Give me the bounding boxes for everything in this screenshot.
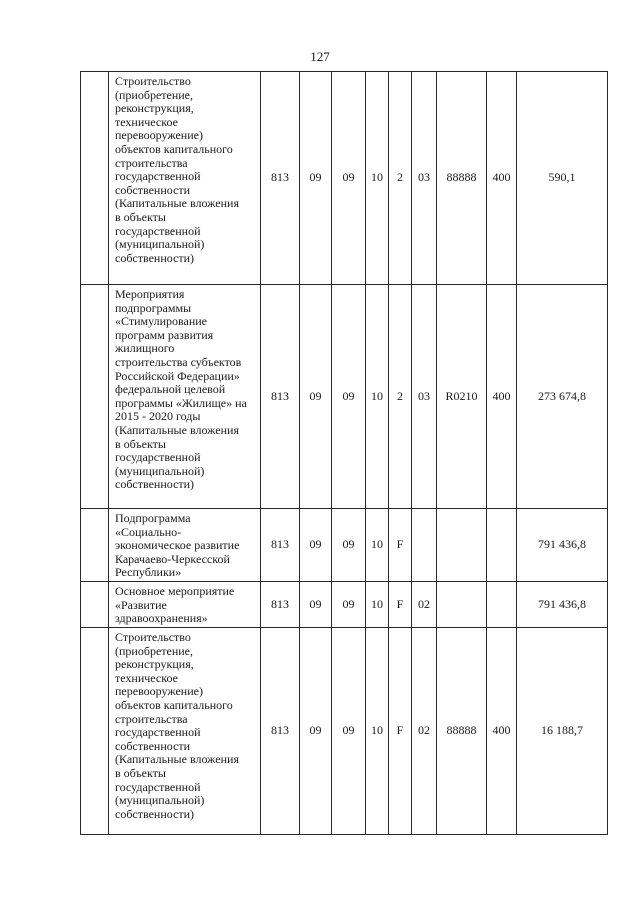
program-code-cell: 10 (366, 285, 389, 509)
expense-name-text: Подпрограмма «Социально- экономическое развитие Карачаево-Черкесской Республики» (115, 511, 240, 580)
expense-type-cell: 400 (487, 628, 517, 835)
event-code-cell: 02 (412, 582, 437, 628)
ministry-code-cell: 813 (261, 285, 300, 509)
expense-name-cell (109, 628, 261, 835)
expense-name-cell (109, 72, 261, 285)
expense-type-cell (487, 509, 517, 582)
direction-code-cell (437, 509, 487, 582)
sum-cell: 273 674,8 (517, 285, 608, 509)
budget-table (80, 71, 608, 835)
ministry-code-cell: 813 (261, 582, 300, 628)
ministry-code-cell: 813 (261, 72, 300, 285)
event-code-cell: 02 (412, 628, 437, 835)
expense-type-cell: 400 (487, 285, 517, 509)
page-number: 127 (310, 49, 330, 64)
direction-code-cell: 88888 (437, 72, 487, 285)
subsection-code-cell: 09 (332, 285, 366, 509)
subsection-code-cell: 09 (332, 509, 366, 582)
event-code-cell: 03 (412, 72, 437, 285)
row-margin-cell (81, 582, 109, 628)
expense-type-cell: 400 (487, 72, 517, 285)
sum-cell: 590,1 (517, 72, 608, 285)
section-code-cell: 09 (300, 582, 332, 628)
expense-name-text: Строительство (приобретение, реконструкция, техническое перевооружение) объектов капитального строительства государственной собственности (Капитальные вложения в объекты государственной (муниципальной) собственности) (115, 630, 239, 821)
expense-name-cell (109, 509, 261, 582)
program-code-cell: 10 (366, 582, 389, 628)
program-code-cell: 10 (366, 72, 389, 285)
section-code-cell: 09 (300, 628, 332, 835)
subprogram-code-cell: 2 (389, 285, 412, 509)
direction-code-cell (437, 582, 487, 628)
table-row (81, 582, 608, 628)
section-code-cell: 09 (300, 72, 332, 285)
subprogram-code-cell: F (389, 582, 412, 628)
section-code-cell: 09 (300, 509, 332, 582)
subprogram-code-cell: 2 (389, 72, 412, 285)
program-code-cell: 10 (366, 509, 389, 582)
event-code-cell: 03 (412, 285, 437, 509)
ministry-code-cell: 813 (261, 509, 300, 582)
table-row (81, 285, 608, 509)
expense-name-text: Основное мероприятие «Развитие здравоохранения» (115, 584, 235, 626)
ministry-code-cell: 813 (261, 628, 300, 835)
direction-code-cell: R0210 (437, 285, 487, 509)
table-row (81, 509, 608, 582)
subprogram-code-cell: F (389, 509, 412, 582)
subsection-code-cell: 09 (332, 628, 366, 835)
row-margin-cell (81, 72, 109, 285)
program-code-cell: 10 (366, 628, 389, 835)
row-margin-cell (81, 285, 109, 509)
event-code-cell (412, 509, 437, 582)
row-margin-cell (81, 628, 109, 835)
subsection-code-cell: 09 (332, 72, 366, 285)
expense-name-cell (109, 582, 261, 628)
subprogram-code-cell: F (389, 628, 412, 835)
expense-type-cell (487, 582, 517, 628)
sum-cell: 791 436,8 (517, 582, 608, 628)
subsection-code-cell: 09 (332, 582, 366, 628)
section-code-cell: 09 (300, 285, 332, 509)
expense-name-text: Мероприятия подпрограммы «Стимулирование программ развития жилищного строительства субъектов Российской Федерации» федеральной целевой программы «Жилище» на 2015 - 2020 годы (Капитальные вложения в объекты государственной (муниципальной) собственности) (115, 287, 247, 492)
table-row (81, 72, 608, 285)
table-row (81, 628, 608, 835)
sum-cell: 16 188,7 (517, 628, 608, 835)
expense-name-text: Строительство (приобретение, реконструкция, техническое перевооружение) объектов капитального строительства государственной собственности (Капитальные вложения в объекты государственной (муниципальной) собственности) (115, 74, 239, 265)
direction-code-cell: 88888 (437, 628, 487, 835)
expense-name-cell (109, 285, 261, 509)
row-margin-cell (81, 509, 109, 582)
sum-cell: 791 436,8 (517, 509, 608, 582)
